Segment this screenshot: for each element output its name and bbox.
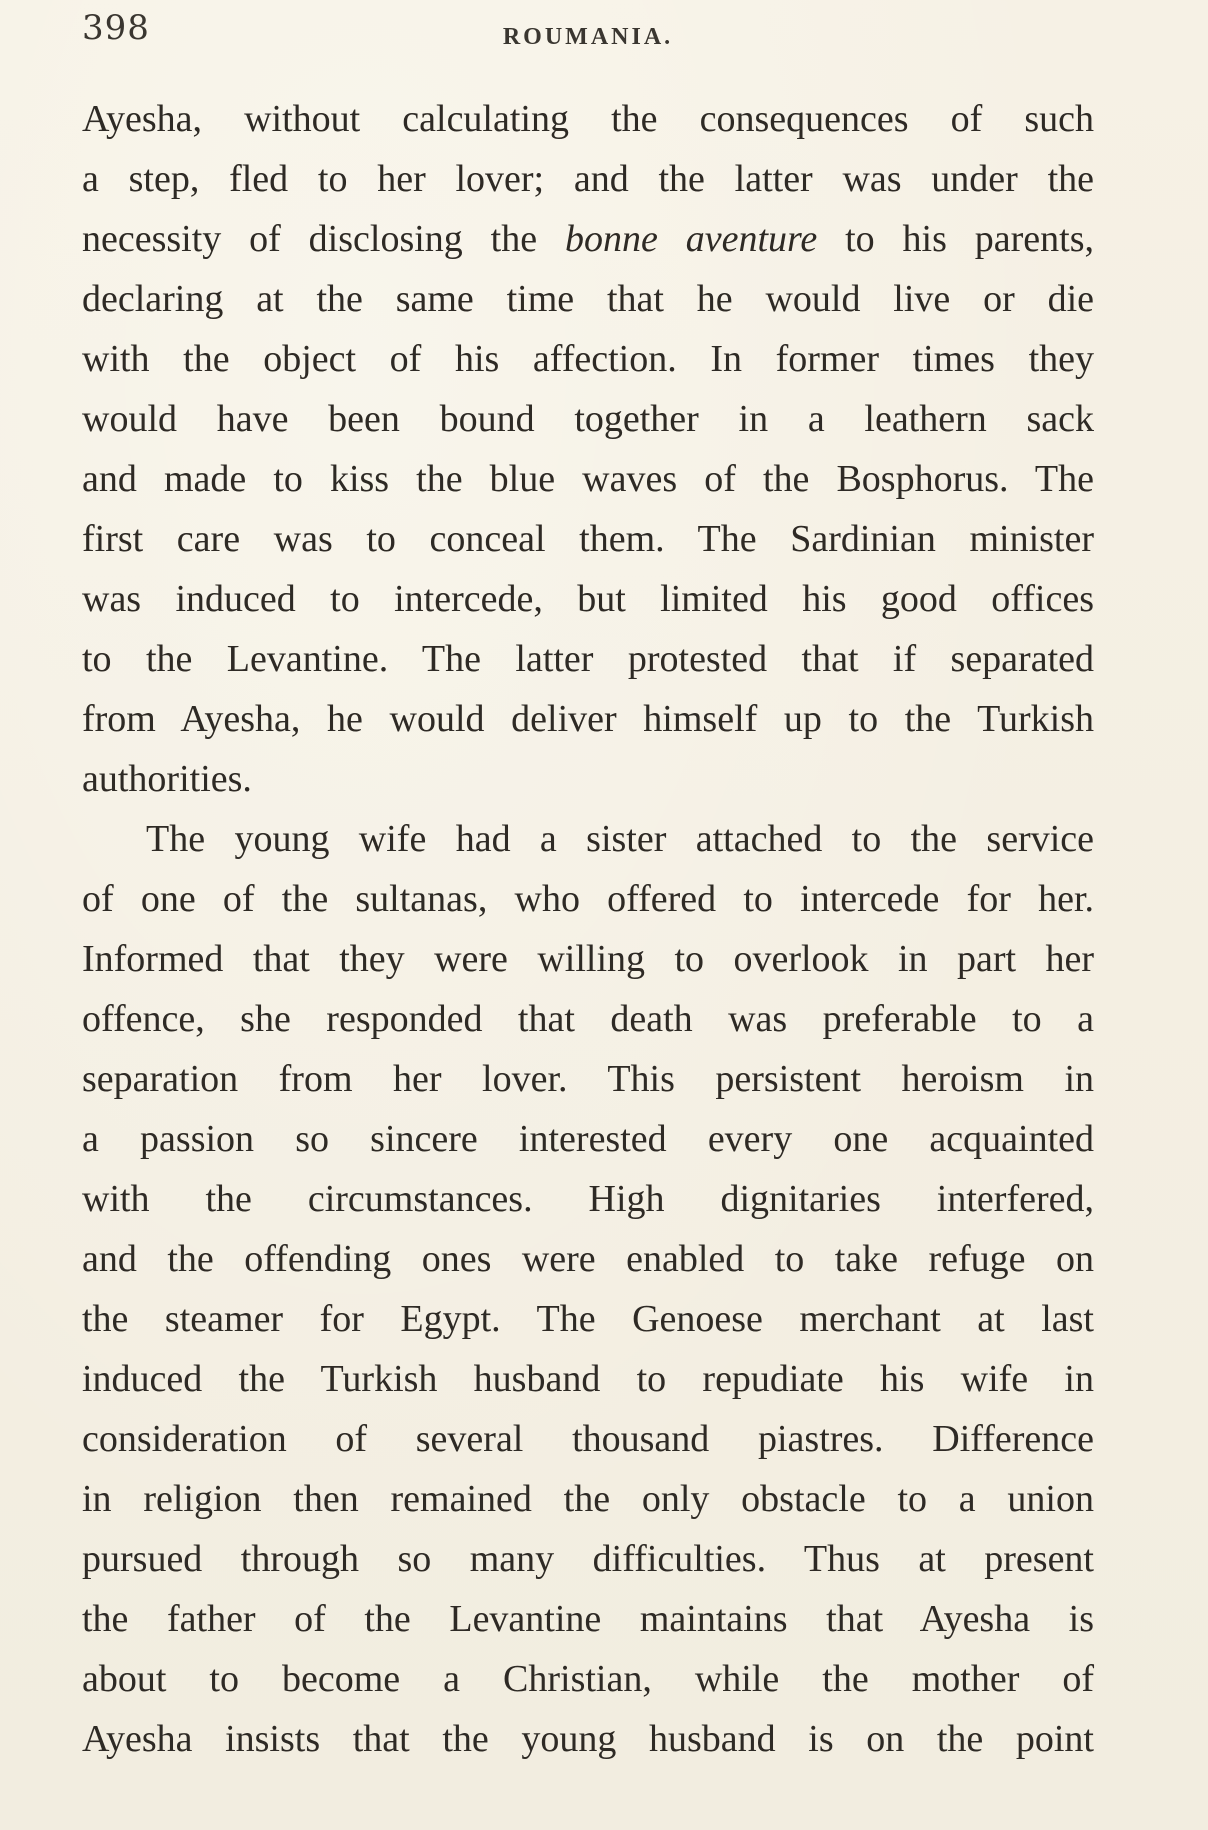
- text-line: first care was to conceal them. The Sardinian minister: [82, 518, 1094, 560]
- body-text: [82, 89, 1094, 1769]
- text-line: and the offending ones were enabled to take refuge on: [82, 1238, 1094, 1280]
- italic-phrase: bonne aventure: [564, 218, 818, 260]
- paragraph-end-line: authorities.: [82, 758, 252, 800]
- text-segment: to his parents,: [817, 218, 1094, 260]
- text-segment: necessity of disclosing the: [82, 218, 565, 260]
- text-line: about to become a Christian, while the mother of: [82, 1658, 1094, 1700]
- text-line: in religion then remained the only obstacle to a union: [82, 1478, 1094, 1520]
- text-line: with the circumstances. High dignitaries interfered,: [82, 1178, 1094, 1220]
- text-line: [82, 209, 1094, 269]
- text-line: Informed that they were willing to overlook in part her: [82, 938, 1094, 980]
- running-head: ROUMANIA.: [502, 24, 674, 50]
- text-line: consideration of several thousand piastres. Difference: [82, 1418, 1094, 1460]
- text-line: would have been bound together in a leathern sack: [82, 398, 1094, 440]
- text-line: a step, fled to her lover; and the latter was under the: [82, 158, 1094, 200]
- text-line: offence, she responded that death was preferable to a: [82, 998, 1094, 1040]
- text-line: the steamer for Egypt. The Genoese merchant at last: [82, 1298, 1094, 1340]
- paragraph-start-line: The young wife had a sister attached to the service: [146, 818, 1094, 860]
- text-line: a passion so sincere interested every one acquainted: [82, 1118, 1094, 1160]
- text-line: and made to kiss the blue waves of the Bosphorus. The: [82, 458, 1094, 500]
- text-line: the father of the Levantine maintains that Ayesha is: [82, 1598, 1094, 1640]
- text-line: to the Levantine. The latter protested that if separated: [82, 638, 1094, 680]
- text-line: Ayesha, without calculating the consequences of such: [82, 98, 1094, 140]
- text-line: from Ayesha, he would deliver himself up to the Turkish: [82, 698, 1094, 740]
- page-header: [82, 8, 1094, 58]
- text-line: of one of the sultanas, who offered to intercede for her.: [82, 878, 1094, 920]
- text-line: induced the Turkish husband to repudiate his wife in: [82, 1358, 1094, 1400]
- text-line: pursued through so many difficulties. Thus at present: [82, 1538, 1094, 1580]
- text-line: with the object of his affection. In former times they: [82, 338, 1094, 380]
- text-line: declaring at the same time that he would live or die: [82, 278, 1094, 320]
- page-number: 398: [82, 8, 150, 48]
- text-line: was induced to intercede, but limited his good offices: [82, 578, 1094, 620]
- text-line: separation from her lover. This persistent heroism in: [82, 1058, 1094, 1100]
- text-line: Ayesha insists that the young husband is on the point: [82, 1718, 1094, 1760]
